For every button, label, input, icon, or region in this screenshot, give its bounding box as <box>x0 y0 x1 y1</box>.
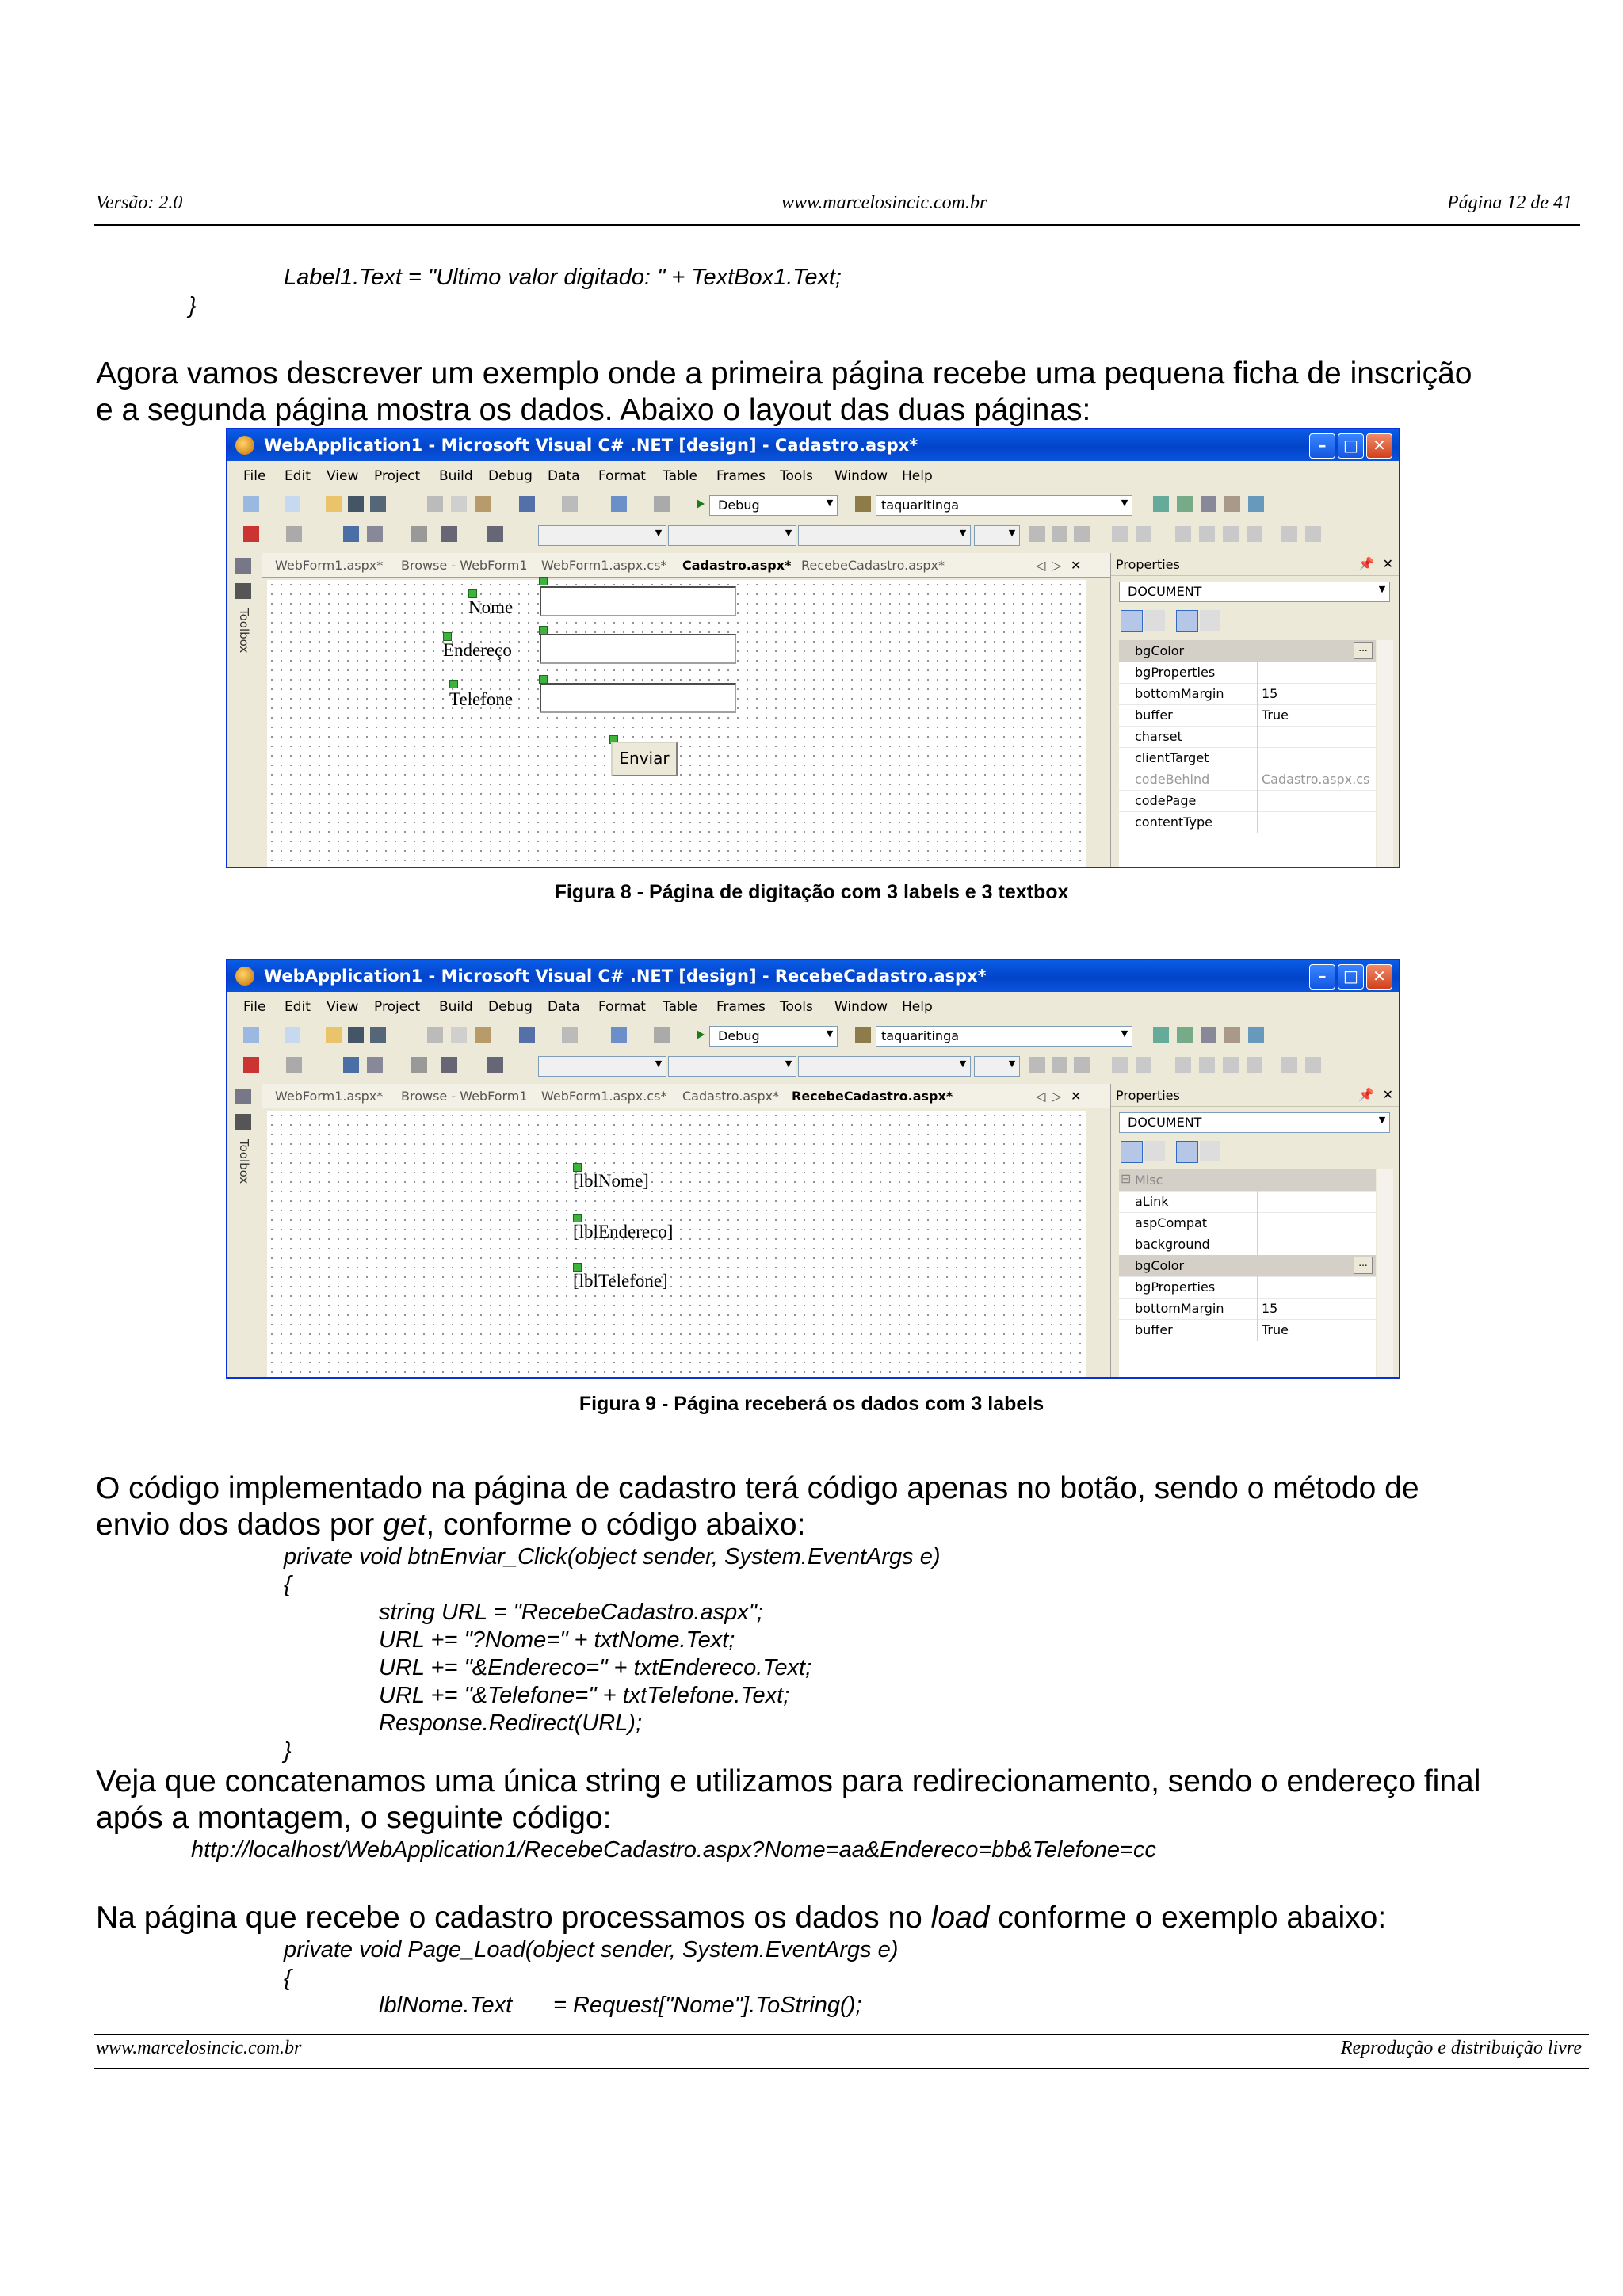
properties-close-icon[interactable]: ✕ <box>1382 556 1393 571</box>
toolbox-tab-label[interactable]: Toolbox <box>237 1139 251 1184</box>
footer-rule-bottom <box>94 2068 1589 2069</box>
solution-explorer-icon[interactable] <box>1153 496 1169 512</box>
vs-app-icon <box>235 436 254 455</box>
figure8-window-title: WebApplication1 - Microsoft Visual C# .NET [design] - Cadastro.aspx* <box>264 436 918 455</box>
para4-a: Na página que recebe o cadastro processamos os dados no <box>96 1901 931 1935</box>
properties-scrollbar[interactable] <box>1377 1169 1393 1377</box>
properties-scrollbar[interactable] <box>1377 640 1393 867</box>
textbox-nome[interactable] <box>540 586 736 616</box>
para3-url: http://localhost/WebApplication1/RecebeCadastro.aspx?Nome=aa&Endereco=bb&Telefone=cc <box>191 1837 1156 1863</box>
tab-scroll-right-icon[interactable]: ▷ <box>1052 558 1062 573</box>
bold-icon[interactable] <box>1029 1057 1045 1073</box>
tab-close-icon[interactable]: ✕ <box>1071 558 1082 573</box>
figure9-document-tabs <box>262 1084 1110 1108</box>
maximize-button[interactable]: □ <box>1338 964 1364 990</box>
prop-name: codePage <box>1135 793 1197 808</box>
figure9-toolbox-sidebar <box>227 1084 262 1377</box>
categorized-icon[interactable] <box>1121 1141 1143 1163</box>
lock-icon[interactable] <box>411 526 427 542</box>
position-icon[interactable] <box>487 526 503 542</box>
layout-icon[interactable] <box>286 526 302 542</box>
figure8-toolbox-sidebar <box>227 553 262 867</box>
figure8-vs-window <box>226 428 1400 868</box>
figure8-titlebar <box>227 429 1399 461</box>
properties-object-arrow-icon[interactable]: ▼ <box>1378 584 1386 594</box>
para2-line2 <box>96 1507 805 1543</box>
paste-icon[interactable] <box>475 496 491 512</box>
close-button[interactable]: ✕ <box>1366 964 1392 990</box>
menu-format[interactable]: Format <box>598 999 646 1015</box>
label-endereco[interactable]: Endereço <box>443 640 512 660</box>
prop-row[interactable] <box>1119 811 1376 833</box>
tab-webform1-cs[interactable]: WebForm1.aspx.cs* <box>541 1089 667 1104</box>
para4-line <box>96 1900 1386 1936</box>
menu-edit[interactable]: Edit <box>285 999 311 1015</box>
tab-browse-webform1[interactable]: Browse - WebForm1 <box>401 558 528 573</box>
align-left-icon[interactable] <box>1175 526 1191 542</box>
style-arrow-icon[interactable]: ▼ <box>1008 1058 1016 1069</box>
menu-file[interactable]: File <box>243 468 266 484</box>
properties-view-icon[interactable] <box>1176 1141 1198 1163</box>
properties-view-icon[interactable] <box>1176 610 1198 632</box>
properties-close-icon[interactable]: ✕ <box>1382 1087 1393 1102</box>
config-combo-arrow-icon[interactable]: ▼ <box>826 498 834 508</box>
prop-category-name: Misc <box>1135 1173 1163 1188</box>
prop-value: 15 <box>1262 686 1278 701</box>
prop-name: clientTarget <box>1135 750 1209 765</box>
prop-row[interactable] <box>1119 1255 1376 1277</box>
para3-line2: após a montagem, o seguinte código: <box>96 1801 612 1835</box>
justify-icon[interactable] <box>1247 1057 1262 1073</box>
properties-header <box>1111 1084 1400 1107</box>
font-arrow-icon[interactable]: ▼ <box>785 528 792 538</box>
menu-frames[interactable]: Frames <box>716 468 766 484</box>
figure8-properties-panel <box>1110 553 1400 867</box>
zorder-icon[interactable] <box>441 526 457 542</box>
navigate-icon[interactable] <box>611 1027 627 1043</box>
maximize-button[interactable]: □ <box>1338 433 1364 459</box>
solution-explorer-icon[interactable] <box>1153 1027 1169 1043</box>
prop-name: charset <box>1135 729 1182 744</box>
code1-signature: private void btnEnviar_Click(object sender, System.EventArgs e) <box>284 1544 941 1569</box>
properties-icon[interactable] <box>1177 1027 1193 1043</box>
header-version: Versão: 2.0 <box>96 193 183 213</box>
figure8-menubar <box>227 461 1399 490</box>
footer-site: www.marcelosincic.com.br <box>96 2038 302 2058</box>
menu-project[interactable]: Project <box>374 999 421 1015</box>
layout-icon[interactable] <box>286 1057 302 1073</box>
code2-line1-left: lblNome.Text <box>379 1993 513 2018</box>
properties-object-value: DOCUMENT <box>1128 584 1202 599</box>
copy-icon[interactable] <box>451 1027 467 1043</box>
bullets-icon[interactable] <box>1281 1057 1297 1073</box>
code1-line5: Response.Redirect(URL); <box>379 1711 643 1736</box>
prop-row[interactable] <box>1119 726 1376 748</box>
block-format-combo[interactable] <box>538 525 666 546</box>
align-right-icon[interactable] <box>1223 1057 1239 1073</box>
sync-icon[interactable] <box>243 526 259 542</box>
menu-window[interactable]: Window <box>834 999 888 1015</box>
block-format-arrow-icon[interactable]: ▼ <box>655 1058 663 1069</box>
figure9-menubar <box>227 992 1399 1020</box>
toolbox-tab-icon[interactable] <box>235 1114 251 1130</box>
label-lbltelefone[interactable]: [lblTelefone] <box>573 1271 668 1291</box>
properties-object-arrow-icon[interactable]: ▼ <box>1378 1115 1386 1125</box>
categorized-icon[interactable] <box>1121 610 1143 632</box>
position-icon[interactable] <box>487 1057 503 1073</box>
bullets-icon[interactable] <box>1281 526 1297 542</box>
menu-help[interactable]: Help <box>902 468 933 484</box>
menu-tools[interactable]: Tools <box>780 999 813 1015</box>
code2-line1-right: = Request["Nome"].ToString(); <box>553 1993 862 2018</box>
menu-build[interactable]: Build <box>439 999 473 1015</box>
alphabetical-icon[interactable] <box>1144 1141 1165 1161</box>
tab-cadastro[interactable]: Cadastro.aspx* <box>682 1089 780 1104</box>
menu-file[interactable]: File <box>243 999 266 1015</box>
font-combo[interactable] <box>668 1056 796 1077</box>
figure9-window-title: WebApplication1 - Microsoft Visual C# .NET [design] - RecebeCadastro.aspx* <box>264 967 987 986</box>
block-format-arrow-icon[interactable]: ▼ <box>655 528 663 538</box>
align-right-icon[interactable] <box>1223 526 1239 542</box>
menu-data[interactable]: Data <box>548 999 580 1015</box>
start-debug-icon[interactable] <box>697 1027 705 1043</box>
size-arrow-icon[interactable]: ▼ <box>959 528 967 538</box>
italic-icon[interactable] <box>1052 526 1067 542</box>
underline-icon[interactable] <box>1074 526 1090 542</box>
prop-name: aLink <box>1135 1194 1169 1209</box>
code2-open-brace: { <box>284 1966 292 1991</box>
prop-name: bgProperties <box>1135 1280 1216 1295</box>
para1-line1: Agora vamos descrever um exemplo onde a primeira página recebe uma pequena ficha de inscrição <box>96 357 1472 391</box>
prop-row[interactable] <box>1119 704 1376 727</box>
open-folder-icon[interactable] <box>326 1027 342 1043</box>
code1-line3: URL += "&Endereco=" + txtEndereco.Text; <box>379 1655 812 1680</box>
figure9-design-surface <box>267 1111 1086 1377</box>
style-arrow-icon[interactable]: ▼ <box>1008 528 1016 538</box>
prop-name: buffer <box>1135 707 1173 723</box>
navigate-forward-icon[interactable] <box>654 496 670 512</box>
ellipsis-button[interactable]: ... <box>1354 642 1373 659</box>
prop-name: bgColor <box>1135 643 1185 658</box>
para2-line2-get: get <box>383 1508 426 1542</box>
add-item-icon[interactable] <box>285 496 300 512</box>
prop-value: True <box>1262 707 1289 723</box>
size-combo[interactable] <box>798 525 971 546</box>
tab-scroll-left-icon[interactable]: ◁ <box>1036 1089 1046 1104</box>
figure9-titlebar <box>227 960 1399 992</box>
bold-icon[interactable] <box>1029 526 1045 542</box>
sync-icon[interactable] <box>243 1057 259 1073</box>
server-explorer-icon[interactable] <box>235 1089 251 1104</box>
para3-line1: Veja que concatenamos uma única string e utilizamos para redirecionamento, sendo o endereço final <box>96 1764 1481 1798</box>
textbox-endereco[interactable] <box>540 634 736 664</box>
prop-row[interactable] <box>1119 683 1376 705</box>
menu-edit[interactable]: Edit <box>285 468 311 484</box>
enviar-button[interactable]: Enviar <box>611 742 678 776</box>
new-project-icon[interactable] <box>243 496 259 512</box>
properties-object-combo[interactable] <box>1119 582 1390 602</box>
prop-row[interactable] <box>1119 747 1376 769</box>
prop-row[interactable] <box>1119 1234 1376 1256</box>
font-arrow-icon[interactable]: ▼ <box>785 1058 792 1069</box>
align-center-icon[interactable] <box>1199 1057 1215 1073</box>
prop-name: contentType <box>1135 814 1213 830</box>
label-lblendereco[interactable]: [lblEndereco] <box>573 1222 674 1241</box>
undo-icon[interactable] <box>519 496 535 512</box>
size-combo[interactable] <box>798 1056 971 1077</box>
prop-name: buffer <box>1135 1322 1173 1337</box>
para2-line1: O código implementado na página de cadastro terá código apenas no botão, sendo o método de <box>96 1471 1419 1505</box>
figure8-design-surface <box>267 580 1086 867</box>
code1-line1: string URL = "RecebeCadastro.aspx"; <box>379 1600 764 1625</box>
project-combo-value: taquaritinga <box>881 498 960 513</box>
highlight-icon[interactable] <box>1136 526 1151 542</box>
project-combo-arrow-icon[interactable]: ▼ <box>1121 1028 1128 1039</box>
grid-icon[interactable] <box>343 526 359 542</box>
numbering-icon[interactable] <box>1305 1057 1321 1073</box>
zorder-icon[interactable] <box>441 1057 457 1073</box>
code1-line2: URL += "?Nome=" + txtNome.Text; <box>379 1627 735 1653</box>
redo-icon[interactable] <box>562 1027 578 1043</box>
prop-row[interactable] <box>1119 790 1376 812</box>
config-combo-value: Debug <box>718 1028 760 1043</box>
resource-view-icon[interactable] <box>1248 1027 1264 1043</box>
para1-line2: e a segunda página mostra os dados. Abaixo o layout das duas páginas: <box>96 393 1091 427</box>
underline-icon[interactable] <box>1074 1057 1090 1073</box>
italic-icon[interactable] <box>1052 1057 1067 1073</box>
style-combo[interactable] <box>974 1056 1020 1077</box>
tab-scroll-left-icon[interactable]: ◁ <box>1036 558 1046 573</box>
para4-c: conforme o exemplo abaixo: <box>989 1901 1387 1935</box>
prop-category-row[interactable] <box>1119 1169 1376 1192</box>
snap-icon[interactable] <box>367 526 383 542</box>
menu-frames[interactable]: Frames <box>716 999 766 1015</box>
undo-icon[interactable] <box>519 1027 535 1043</box>
code-top-close-brace: } <box>189 293 197 318</box>
toolbox-icon[interactable] <box>1201 496 1216 512</box>
save-icon[interactable] <box>348 496 364 512</box>
toolbox-icon[interactable] <box>1201 1027 1216 1043</box>
prop-row[interactable] <box>1119 662 1376 684</box>
properties-pin-icon[interactable]: 📌 <box>1358 556 1374 571</box>
cut-icon[interactable] <box>427 1027 443 1043</box>
new-project-icon[interactable] <box>243 1027 259 1043</box>
resource-view-icon[interactable] <box>1248 496 1264 512</box>
prop-name: background <box>1135 1237 1210 1252</box>
config-combo-value: Debug <box>718 498 760 513</box>
code2-signature: private void Page_Load(object sender, System.EventArgs e) <box>284 1937 899 1962</box>
figure8-toolbar2 <box>227 520 1399 550</box>
menu-debug[interactable]: Debug <box>488 468 533 484</box>
textbox-telefone[interactable] <box>540 683 736 713</box>
figure9-caption: Figura 9 - Página receberá os dados com 3 labels <box>579 1393 1044 1415</box>
prop-name: codeBehind <box>1135 772 1210 787</box>
textbox-nome-marker <box>539 577 548 585</box>
code-top-line1: Label1.Text = "Ultimo valor digitado: " + TextBox1.Text; <box>284 265 842 290</box>
figure9-toolbar1 <box>227 1020 1399 1051</box>
close-button[interactable]: ✕ <box>1366 433 1392 459</box>
navigate-icon[interactable] <box>611 496 627 512</box>
align-center-icon[interactable] <box>1199 526 1215 542</box>
label-telefone[interactable]: Telefone <box>449 689 514 709</box>
prop-name: bgProperties <box>1135 665 1216 680</box>
add-item-icon[interactable] <box>285 1027 300 1043</box>
highlight-icon[interactable] <box>1136 1057 1151 1073</box>
project-combo[interactable] <box>876 495 1132 516</box>
menu-view[interactable]: View <box>327 999 359 1015</box>
menu-help[interactable]: Help <box>902 999 933 1015</box>
save-icon[interactable] <box>348 1027 364 1043</box>
config-combo[interactable] <box>709 495 838 516</box>
server-explorer-icon[interactable] <box>235 558 251 574</box>
properties-header <box>1111 553 1400 576</box>
size-arrow-icon[interactable]: ▼ <box>959 1058 967 1069</box>
find-icon[interactable] <box>855 496 871 512</box>
label-telefone-marker <box>449 680 458 688</box>
config-combo-arrow-icon[interactable]: ▼ <box>826 1028 834 1039</box>
figure9-properties-panel <box>1110 1084 1400 1377</box>
events-view-icon[interactable] <box>1200 610 1220 631</box>
style-combo[interactable] <box>974 525 1020 546</box>
snap-icon[interactable] <box>367 1057 383 1073</box>
menu-format[interactable]: Format <box>598 468 646 484</box>
toolbox-tab-icon[interactable] <box>235 583 251 599</box>
header-page-number: Página 12 de 41 <box>1447 193 1572 213</box>
save-all-icon[interactable] <box>370 1027 386 1043</box>
para4-load: load <box>930 1901 990 1935</box>
prop-name: aspCompat <box>1135 1215 1208 1230</box>
minimize-button[interactable]: – <box>1309 433 1335 459</box>
start-debug-icon[interactable] <box>697 496 705 512</box>
tab-webform1[interactable]: WebForm1.aspx* <box>275 558 384 573</box>
label-nome[interactable]: Nome <box>468 597 514 617</box>
copy-icon[interactable] <box>451 496 467 512</box>
collapse-icon[interactable]: ⊟ <box>1121 1171 1132 1186</box>
properties-object-combo[interactable] <box>1119 1112 1390 1133</box>
prop-row[interactable] <box>1119 1298 1376 1320</box>
code1-open-brace: { <box>284 1572 292 1597</box>
save-all-icon[interactable] <box>370 496 386 512</box>
footer-rule-top <box>94 2034 1589 2035</box>
align-left-icon[interactable] <box>1175 1057 1191 1073</box>
tab-close-icon[interactable]: ✕ <box>1071 1089 1082 1104</box>
header-site: www.marcelosincic.com.br <box>781 193 987 213</box>
cut-icon[interactable] <box>427 496 443 512</box>
tab-recebecadastro[interactable]: RecebeCadastro.aspx* <box>792 1089 953 1104</box>
figure9-toolbar2 <box>227 1051 1399 1081</box>
find-icon[interactable] <box>855 1027 871 1043</box>
prop-row[interactable] <box>1119 1276 1376 1299</box>
menu-table[interactable]: Table <box>663 999 697 1015</box>
project-combo[interactable] <box>876 1026 1132 1047</box>
figure9-vs-window <box>226 959 1400 1379</box>
redo-icon[interactable] <box>562 496 578 512</box>
minimize-button[interactable]: – <box>1309 964 1335 990</box>
project-combo-arrow-icon[interactable]: ▼ <box>1121 498 1128 508</box>
figure8-document-tabs <box>262 553 1110 578</box>
prop-value: True <box>1262 1322 1289 1337</box>
prop-name: bottomMargin <box>1135 1301 1224 1316</box>
events-view-icon[interactable] <box>1200 1141 1220 1161</box>
forecolor-icon[interactable] <box>1112 1057 1128 1073</box>
para2-line2-a: envio dos dados por <box>96 1508 384 1542</box>
menu-window[interactable]: Window <box>834 468 888 484</box>
code1-close-brace: } <box>284 1738 292 1764</box>
prop-row[interactable] <box>1119 1319 1376 1341</box>
menu-project[interactable]: Project <box>374 468 421 484</box>
menu-debug[interactable]: Debug <box>488 999 533 1015</box>
properties-icon[interactable] <box>1177 496 1193 512</box>
para2-line2-c: , conforme o código abaixo: <box>426 1508 806 1542</box>
tab-browse-webform1[interactable]: Browse - WebForm1 <box>401 1089 528 1104</box>
properties-pin-icon[interactable]: 📌 <box>1358 1087 1374 1102</box>
figure8-caption: Figura 8 - Página de digitação com 3 labels e 3 textbox <box>554 881 1069 903</box>
prop-row[interactable] <box>1119 769 1376 791</box>
prop-name: bottomMargin <box>1135 686 1224 701</box>
class-view-icon[interactable] <box>1224 1027 1240 1043</box>
forecolor-icon[interactable] <box>1112 526 1128 542</box>
paste-icon[interactable] <box>475 1027 491 1043</box>
project-combo-value: taquaritinga <box>881 1028 960 1043</box>
alphabetical-icon[interactable] <box>1144 610 1165 631</box>
class-view-icon[interactable] <box>1224 496 1240 512</box>
prop-value: 15 <box>1262 1301 1278 1316</box>
prop-row[interactable] <box>1119 640 1376 662</box>
header-rule <box>94 224 1580 226</box>
prop-value: Cadastro.aspx.cs <box>1262 772 1370 787</box>
justify-icon[interactable] <box>1247 526 1262 542</box>
vs-app-icon <box>235 967 254 986</box>
tab-recebecadastro[interactable]: RecebeCadastro.aspx* <box>801 558 945 573</box>
figure8-toolbar1 <box>227 490 1399 520</box>
menu-view[interactable]: View <box>327 468 359 484</box>
properties-title: Properties <box>1116 557 1180 572</box>
lock-icon[interactable] <box>411 1057 427 1073</box>
config-combo[interactable] <box>709 1026 838 1047</box>
block-format-combo[interactable] <box>538 1056 666 1077</box>
figure9-property-grid <box>1119 1169 1376 1377</box>
prop-row[interactable] <box>1119 1212 1376 1234</box>
tab-webform1[interactable]: WebForm1.aspx* <box>275 1089 384 1104</box>
properties-object-value: DOCUMENT <box>1128 1115 1202 1130</box>
grid-icon[interactable] <box>343 1057 359 1073</box>
properties-title: Properties <box>1116 1088 1180 1103</box>
tab-scroll-right-icon[interactable]: ▷ <box>1052 1089 1062 1104</box>
footer-license: Reprodução e distribuição livre <box>1340 2038 1582 2058</box>
menu-tools[interactable]: Tools <box>780 468 813 484</box>
font-combo[interactable] <box>668 525 796 546</box>
numbering-icon[interactable] <box>1305 526 1321 542</box>
navigate-forward-icon[interactable] <box>654 1027 670 1043</box>
code1-line4: URL += "&Telefone=" + txtTelefone.Text; <box>379 1683 790 1708</box>
toolbox-tab-label[interactable]: Toolbox <box>237 608 251 654</box>
tab-webform1-cs[interactable]: WebForm1.aspx.cs* <box>541 558 667 573</box>
menu-data[interactable]: Data <box>548 468 580 484</box>
menu-table[interactable]: Table <box>663 468 697 484</box>
tab-cadastro[interactable]: Cadastro.aspx* <box>682 558 792 573</box>
prop-row[interactable] <box>1119 1191 1376 1213</box>
prop-name: bgColor <box>1135 1258 1185 1273</box>
ellipsis-button[interactable]: ... <box>1354 1257 1373 1274</box>
menu-build[interactable]: Build <box>439 468 473 484</box>
open-folder-icon[interactable] <box>326 496 342 512</box>
label-lblnome[interactable]: [lblNome] <box>573 1171 649 1191</box>
figure8-property-grid <box>1119 640 1376 867</box>
